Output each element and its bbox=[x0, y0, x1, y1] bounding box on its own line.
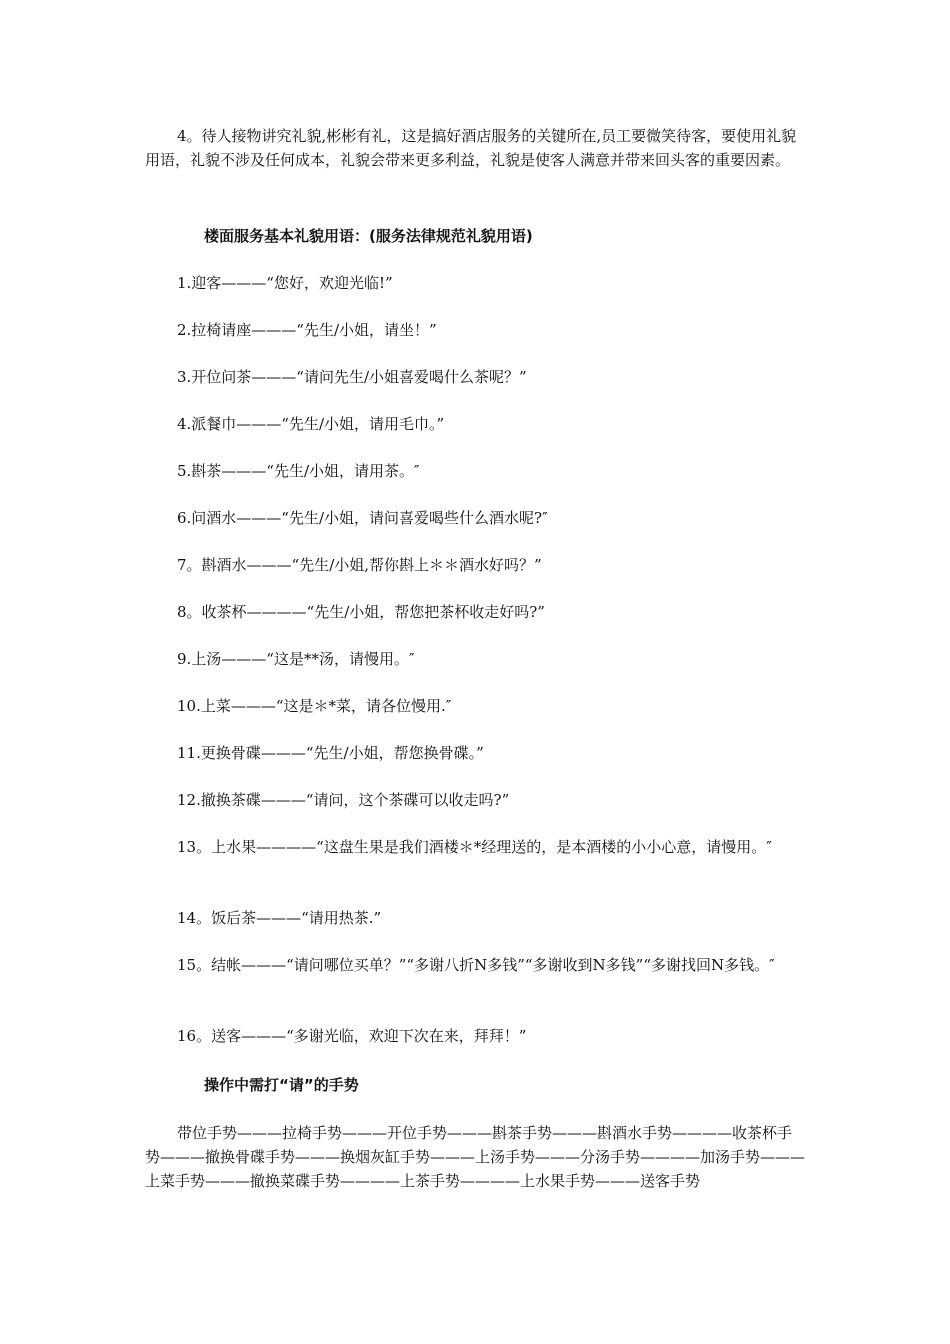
phrase-item-11: 11.更换骨碟———“先生/小姐，帮您换骨碟。” bbox=[177, 744, 484, 762]
intro-paragraph-4: 4。待人接物讲究礼貌,彬彬有礼，这是搞好酒店服务的关键所在,员工要微笑待客，要使用礼貌用语，礼貌不涉及任何成本，礼貌会带来更多利益，礼貌是使客人满意并带来回头客的重要因素。 bbox=[145, 127, 797, 169]
phrase-item-15: 15。结帐———“请问哪位买单？”“多谢八折N多钱”“多谢收到N多钱”“多谢找回N多钱。″ bbox=[177, 956, 775, 974]
phrase-item-13: 13。上水果————“这盘生果是我们酒楼＊*经理送的，是本酒楼的小小心意，请慢用。″ bbox=[177, 838, 772, 856]
gestures-paragraph: 带位手势———拉椅手势———开位手势———斟茶手势———斟酒水手势————收茶杯手势———撤换骨碟手势———换烟灰缸手势———上汤手势———分汤手势————加汤手势———上菜手势———撤换菜碟手势————上茶手势————上水果手势———送客手势 bbox=[145, 1124, 806, 1190]
phrase-item-3: 3.开位问茶———“请问先生/小姐喜爱喝什么茶呢？” bbox=[177, 368, 527, 386]
phrase-item-14: 14。饭后茶———“请用热茶.” bbox=[177, 909, 382, 927]
phrase-item-5: 5.斟茶———“先生/小姐，请用茶。″ bbox=[177, 462, 420, 480]
phrase-item-1: 1.迎客———“您好，欢迎光临!” bbox=[177, 274, 393, 292]
phrase-item-8: 8。收茶杯————“先生/小姐，帮您把茶杯收走好吗?” bbox=[177, 603, 545, 621]
phrase-item-2: 2.拉椅请座———“先生/小姐，请坐！” bbox=[177, 321, 437, 339]
phrase-item-12: 12.撤换茶碟———“请问，这个茶碟可以收走吗?” bbox=[177, 791, 510, 809]
section-heading-gestures: 操作中需打“请”的手势 bbox=[204, 1076, 359, 1094]
phrase-item-4: 4.派餐巾———“先生/小姐，请用毛巾。” bbox=[177, 415, 445, 433]
phrase-item-9: 9.上汤———“这是**汤，请慢用。″ bbox=[177, 650, 415, 668]
phrase-item-16: 16。送客———“多谢光临，欢迎下次在来，拜拜！” bbox=[177, 1027, 527, 1045]
phrase-item-10: 10.上菜———“这是＊*菜，请各位慢用.″ bbox=[177, 697, 452, 715]
phrase-item-7: 7。斟酒水———“先生/小姐,帮你斟上＊＊酒水好吗？” bbox=[177, 556, 542, 574]
section-heading-polite-phrases: 楼面服务基本礼貌用语：(服务法律规范礼貌用语) bbox=[204, 227, 533, 245]
phrase-item-6: 6.问酒水———“先生/小姐，请问喜爱喝些什么酒水呢?″ bbox=[177, 509, 548, 527]
